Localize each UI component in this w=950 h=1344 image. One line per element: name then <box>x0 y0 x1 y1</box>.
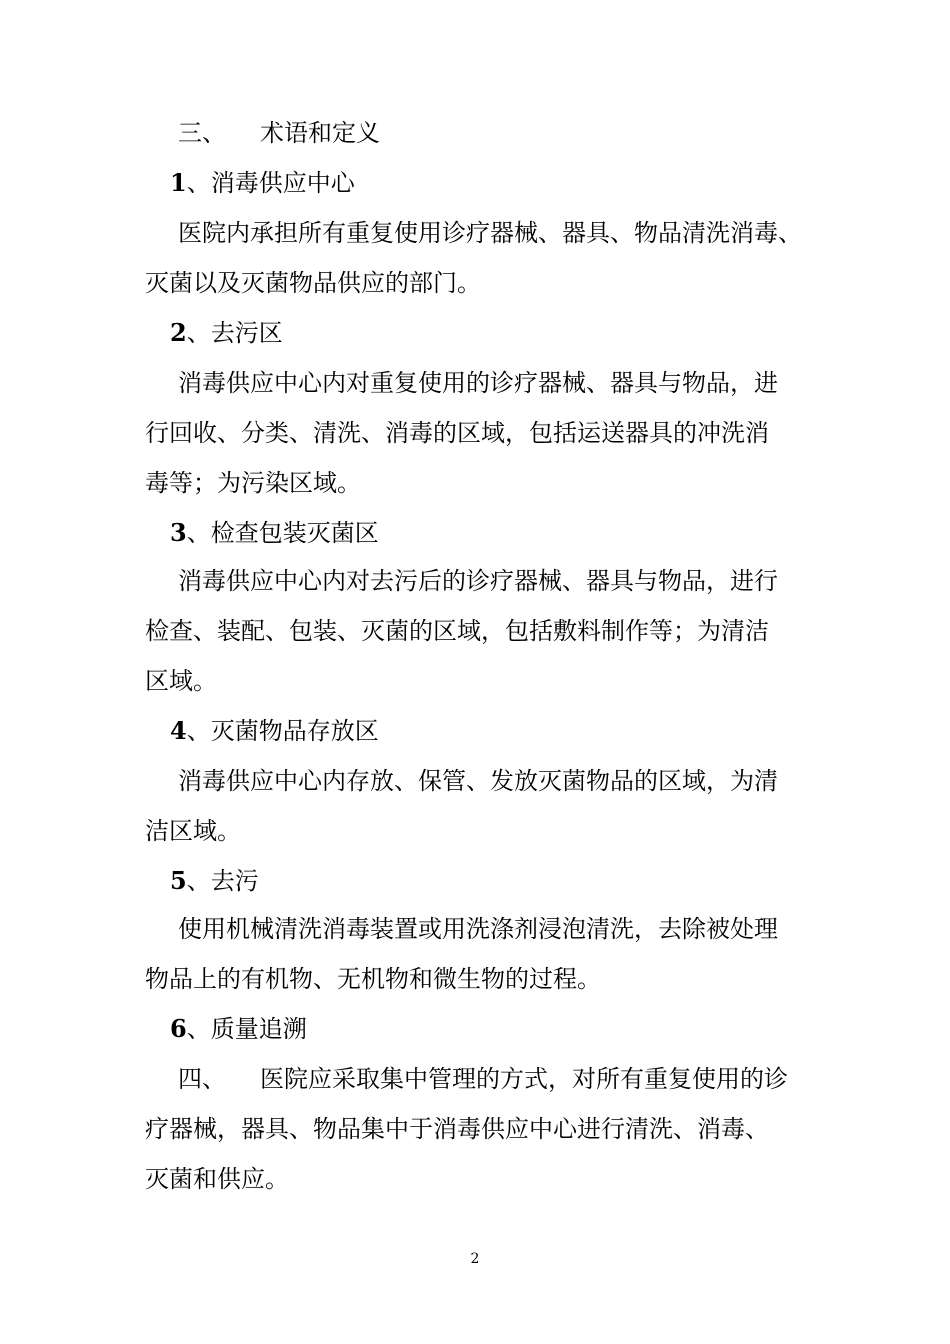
term-3-definition-line: 检查、装配、包装、灭菌的区域，包括敷料制作等；为清洁 <box>145 617 769 645</box>
page-number: 2 <box>470 1251 480 1267</box>
term-3-heading <box>170 518 379 548</box>
term-5-title: 、去污 <box>186 867 259 895</box>
term-5-heading <box>170 866 259 896</box>
term-6-number: 6 <box>170 1014 187 1043</box>
term-1-definition-line: 医院内承担所有重复使用诊疗器械、器具、物品清洗消毒、 <box>178 219 802 247</box>
term-4-number: 4 <box>170 716 187 745</box>
term-3-title: 、检查包装灭菌区 <box>186 519 379 547</box>
term-4-heading <box>170 716 379 746</box>
term-2-heading <box>170 318 283 348</box>
term-2-number: 2 <box>170 318 187 347</box>
term-3-definition-line: 区域。 <box>145 667 217 695</box>
term-2-definition-line: 行回收、分类、清洗、消毒的区域，包括运送器具的冲洗消 <box>145 419 769 447</box>
term-6-heading <box>170 1014 307 1044</box>
term-1-title: 、消毒供应中心 <box>186 169 355 197</box>
term-1-heading <box>170 168 355 198</box>
section-4-prefix: 四、 <box>178 1065 226 1093</box>
term-1-number: 1 <box>170 168 187 197</box>
section-3-prefix: 三、 <box>178 119 226 147</box>
term-1-definition-line: 灭菌以及灭菌物品供应的部门。 <box>145 269 481 297</box>
section-4-text: 医院应采取集中管理的方式，对所有重复使用的诊 <box>260 1065 788 1093</box>
section-3-heading <box>178 118 380 148</box>
term-4-title: 、灭菌物品存放区 <box>186 717 379 745</box>
term-5-definition-line: 使用机械清洗消毒装置或用洗涤剂浸泡清洗，去除被处理 <box>178 915 778 943</box>
term-6-title: 、质量追溯 <box>186 1015 307 1043</box>
term-3-definition-line: 消毒供应中心内对去污后的诊疗器械、器具与物品，进行 <box>178 567 778 595</box>
term-4-definition-line: 洁区域。 <box>145 817 241 845</box>
term-4-definition-line: 消毒供应中心内存放、保管、发放灭菌物品的区域，为清 <box>178 767 778 795</box>
term-2-definition-line: 毒等；为污染区域。 <box>145 469 361 497</box>
section-3-title: 术语和定义 <box>260 119 380 147</box>
section-4-line <box>178 1064 788 1094</box>
section-4-line: 灭菌和供应。 <box>145 1165 289 1193</box>
term-5-number: 5 <box>170 866 187 895</box>
term-2-title: 、去污区 <box>186 319 283 347</box>
term-5-definition-line: 物品上的有机物、无机物和微生物的过程。 <box>145 965 601 993</box>
term-3-number: 3 <box>170 518 187 547</box>
section-4-line: 疗器械，器具、物品集中于消毒供应中心进行清洗、消毒、 <box>145 1115 769 1143</box>
term-2-definition-line: 消毒供应中心内对重复使用的诊疗器械、器具与物品，进 <box>178 369 778 397</box>
